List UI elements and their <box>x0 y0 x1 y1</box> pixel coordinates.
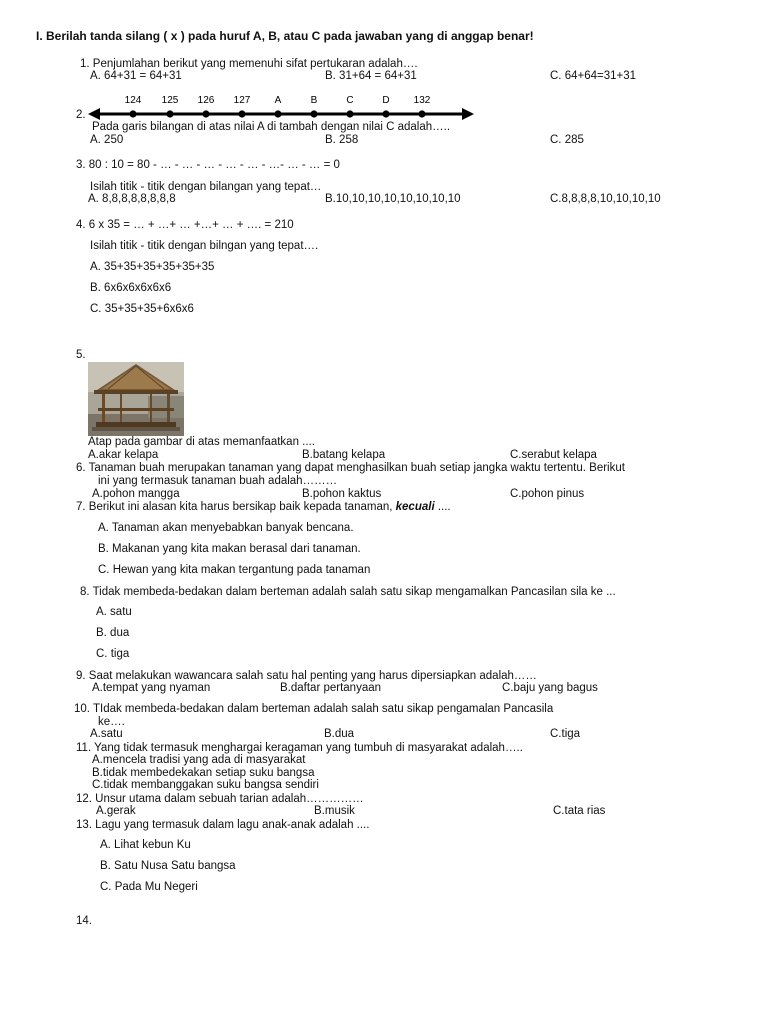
q12-option-c[interactable]: C.tata rias <box>553 805 606 817</box>
q12-question: 12. Unsur utama dalam sebuah tarian adalah…………… <box>76 793 364 805</box>
q5-number: 5. <box>76 349 86 361</box>
q11-question: 11. Yang tidak termasuk menghargai keragaman yang tumbuh di masyarakat adalah….. <box>76 742 523 754</box>
q7-question <box>76 501 451 514</box>
q5-option-c[interactable]: C.serabut kelapa <box>510 449 597 461</box>
tick-dot <box>346 110 353 117</box>
q9-option-a[interactable]: A.tempat yang nyaman <box>92 682 211 694</box>
q2-option-c[interactable]: C. 285 <box>550 134 584 146</box>
tick-label: 132 <box>413 95 431 106</box>
q12-option-b[interactable]: B.musik <box>314 805 355 817</box>
q8-option-c[interactable]: C. tiga <box>96 648 130 660</box>
tick-label: A <box>274 95 282 106</box>
q7-question-text: 7. Berikut ini alasan kita harus bersikap baik kepada tanaman, <box>76 501 393 513</box>
tick-dot <box>418 110 425 117</box>
q6-question-line2: ini yang termasuk tanaman buah adalah……… <box>98 475 338 487</box>
left-arrow <box>88 108 100 120</box>
q2-question: Pada garis bilangan di atas nilai A di tambah dengan nilai C adalah….. <box>92 121 451 133</box>
q10-question-line2: ke…. <box>98 716 125 728</box>
q8-question: 8. Tidak membeda-bedakan dalam berteman adalah salah satu sikap mengamalkan Pancasilan sila ke ... <box>80 586 616 598</box>
tick-dot <box>129 110 136 117</box>
instruction-roman: I. <box>36 29 43 43</box>
instruction-text: Berilah tanda silang ( x ) pada huruf A, B, atau C pada jawaban yang di anggap benar! <box>46 29 534 43</box>
tick-dot <box>166 110 173 117</box>
q6-option-a[interactable]: A.pohon mangga <box>92 488 180 500</box>
q4-option-c[interactable]: C. 35+35+35+6x6x6 <box>90 303 194 315</box>
q7-option-c[interactable]: C. Hewan yang kita makan tergantung pada tanaman <box>98 564 371 576</box>
q11-option-a[interactable]: A.mencela tradisi yang ada di masyarakat <box>92 754 306 766</box>
q2-option-b[interactable]: B. 258 <box>325 134 359 146</box>
q1-question: 1. Penjumlahan berikut yang memenuhi sifat pertukaran adalah…. <box>80 58 418 70</box>
q4-option-b[interactable]: B. 6x6x6x6x6x6 <box>90 282 172 294</box>
q1-option-c[interactable]: C. 64+64=31+31 <box>550 70 637 82</box>
q7-question-tail: .... <box>437 501 451 513</box>
q9-option-b[interactable]: B.daftar pertanyaan <box>280 682 382 694</box>
q13-option-b[interactable]: B. Satu Nusa Satu bangsa <box>100 860 236 872</box>
q3-option-c[interactable]: C.8,8,8,8,10,10,10,10 <box>550 193 661 205</box>
q3-instruction: Isilah titik - titik dengan bilangan yang tepat… <box>90 181 322 193</box>
q13-question: 13. Lagu yang termasuk dalam lagu anak-anak adalah .... <box>76 819 370 831</box>
q13-option-c[interactable]: C. Pada Mu Negeri <box>100 881 198 893</box>
tick-label: 127 <box>233 95 251 106</box>
thatched-gazebo-photo <box>88 362 184 436</box>
q5-option-b[interactable]: B.batang kelapa <box>302 449 386 461</box>
tick-dot <box>238 110 245 117</box>
q3-option-a[interactable]: A. 8,8,8,8,8,8,8,8 <box>88 193 176 205</box>
q13-option-a[interactable]: A. Lihat kebun Ku <box>100 839 191 851</box>
q11-option-c[interactable]: C.tidak membanggakan suku bangsa sendiri <box>92 779 319 791</box>
tick-dot <box>274 110 281 117</box>
q3-option-b[interactable]: B.10,10,10,10,10,10,10,10 <box>325 193 461 205</box>
tick-label: 124 <box>124 95 142 106</box>
q12-option-a[interactable]: A.gerak <box>96 805 136 817</box>
tick-label: 126 <box>197 95 215 106</box>
q9-question: 9. Saat melakukan wawancara salah satu hal penting yang harus dipersiapkan adalah…… <box>76 670 537 682</box>
q14-number: 14. <box>76 915 92 927</box>
q11-option-b[interactable]: B.tidak membedekakan setiap suku bangsa <box>92 767 315 779</box>
q7-option-a[interactable]: A. Tanaman akan menyebabkan banyak bencana. <box>98 522 354 534</box>
q2-number: 2. <box>76 109 86 121</box>
q10-option-b[interactable]: B.dua <box>324 728 355 740</box>
q1-option-b[interactable]: B. 31+64 = 64+31 <box>325 70 417 82</box>
q9-option-c[interactable]: C.baju yang bagus <box>502 682 598 694</box>
q1-option-a[interactable]: A. 64+31 = 64+31 <box>90 70 182 82</box>
tick-dot <box>310 110 317 117</box>
tick-label: 125 <box>161 95 179 106</box>
tick-dot <box>202 110 209 117</box>
q4-question: 4. 6 x 35 = … + …+ … +…+ … + …. = 210 <box>76 219 294 231</box>
tick-dot <box>382 110 389 117</box>
tick-label: B <box>310 95 318 106</box>
instruction <box>36 30 534 43</box>
q5-option-a[interactable]: A.akar kelapa <box>88 449 159 461</box>
q10-question-line1: 10. TIdak membeda-bedakan dalam berteman adalah salah satu sikap pengamalan Pancasila <box>74 703 554 715</box>
q3-question: 3. 80 : 10 = 80 - … - … - … - … - … - …- … - … = 0 <box>76 159 340 171</box>
q7-option-b[interactable]: B. Makanan yang kita makan berasal dari tanaman. <box>98 543 361 555</box>
q4-instruction: Isilah titik - titik dengan bilngan yang tepat…. <box>90 240 319 252</box>
q10-option-c[interactable]: C.tiga <box>550 728 581 740</box>
q10-option-a[interactable]: A.satu <box>90 728 123 740</box>
right-arrow <box>462 108 474 120</box>
q6-option-c[interactable]: C.pohon pinus <box>510 488 585 500</box>
tick-label: D <box>382 95 390 106</box>
q2-option-a[interactable]: A. 250 <box>90 134 124 146</box>
q8-option-a[interactable]: A. satu <box>96 606 132 618</box>
q8-option-b[interactable]: B. dua <box>96 627 130 639</box>
number-line <box>86 90 476 124</box>
q5-question: Atap pada gambar di atas memanfaatkan .... <box>88 436 315 448</box>
q7-emphasis: kecuali <box>395 501 435 513</box>
q6-option-b[interactable]: B.pohon kaktus <box>302 488 382 500</box>
q6-question-line1: 6. Tanaman buah merupakan tanaman yang dapat menghasilkan buah setiap jangka waktu tertentu. Berikut <box>76 462 625 474</box>
q4-option-a[interactable]: A. 35+35+35+35+35+35 <box>90 261 215 273</box>
tick-label: C <box>346 95 354 106</box>
